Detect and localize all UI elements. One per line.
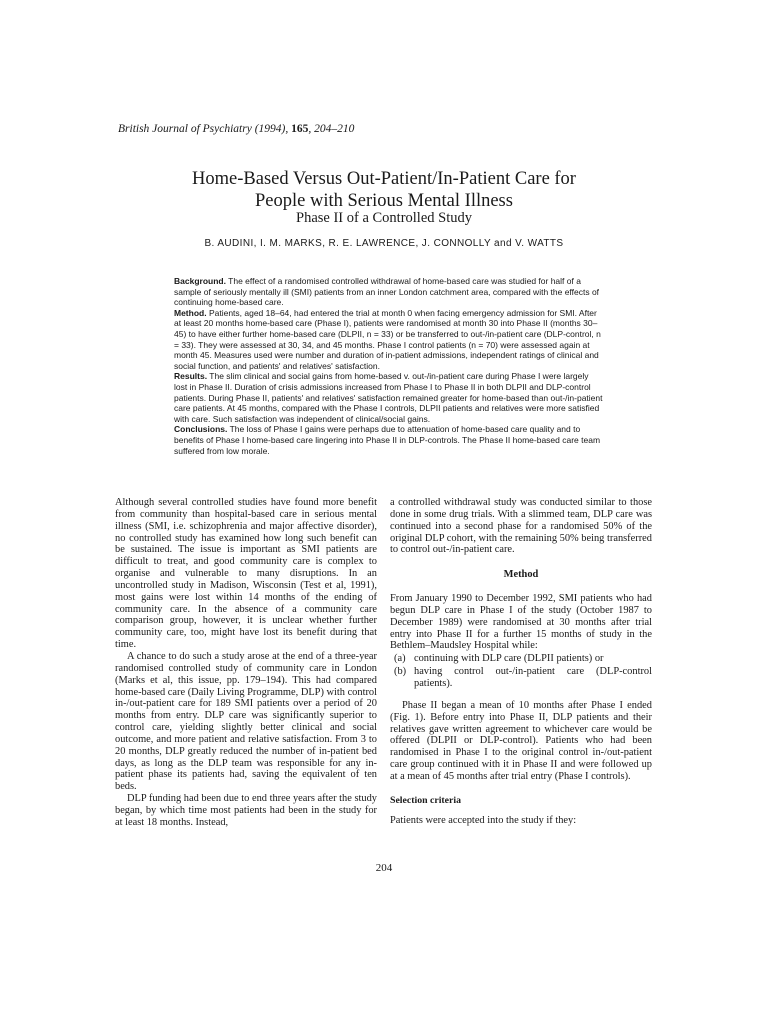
abstract-background bbox=[174, 276, 604, 308]
list-marker-b: (b) bbox=[394, 666, 407, 678]
intro-paragraph-1: Although several controlled studies have found more benefit from community than hospital-based care in serious mental illness (SMI, i.e. schizophrenia and major affective disorder), no controlled study has examined how long such benefit can be sustained. The issue is important as SMI patients are difficult to treat, and good community care is complex to organise and vulnerable to many disruptions. In an uncontrolled study in Madison, Wisconsin (Test et al, 1991), most gains were lost within 14 months of the ending of community care. In the absence of a community care comparison group, however, it is unclear whether further community care, too, might have lost its benefit during that time. bbox=[115, 497, 377, 651]
page-number: 204 bbox=[375, 862, 393, 874]
intro-paragraph-2: A chance to do such a study arose at the end of a three-year randomised controlled study of community care in London (Marks et al, this issue, pp. 179–194). This had compared home-based care (Daily Living Programme, DLP) with control in-/out-patient care for 189 SMI patients over a period of 20 months from entry. DLP care was significantly superior to control care, yielding slightly better clinical and social outcome, and more patient and relative satisfaction. From 3 to 20 months, DLP greatly reduced the number of in-patient bed days, as long as the DLP team was responsible for any in-patient phase its patients had, saving the equivalent of ten beds. bbox=[115, 650, 378, 793]
title-line-1: Home-Based Versus Out-Patient/In-Patient Care for bbox=[192, 169, 576, 189]
journal-pages: , 204–210 bbox=[308, 123, 355, 135]
list-text-b: having control out-/in-patient care (DLP-control patients). bbox=[414, 666, 652, 689]
results-label: Results. bbox=[174, 371, 208, 382]
article-subtitle: Phase II of a Controlled Study bbox=[296, 210, 472, 226]
results-text: The slim clinical and social gains from home-based v. out-/in-patient care during Phase I were largely lost in Phase II. Duration of crisis admissions increased from Phase I to Phase II in both DLPII and DLP-control patients. During Phase II, patients' and relatives' satisfaction remained greater for home-based than out-/in-patient care patients. At 45 months, compared with the Phase I controls, DLPII patients and relatives were more satisfied with care. Such satisfaction was independent of clinical/social gains. bbox=[174, 371, 603, 424]
abstract-method bbox=[174, 308, 604, 372]
abstract-results bbox=[174, 371, 604, 424]
conclusions-label: Conclusions. bbox=[174, 424, 228, 435]
journal-citation bbox=[118, 123, 354, 135]
intro-paragraph-3: DLP funding had been due to end three years after the study began, by which time most patients had been in the study for at least 18 months. Instead, bbox=[115, 793, 377, 828]
list-item-b bbox=[390, 666, 652, 690]
background-label: Background. bbox=[174, 276, 226, 286]
list-item-a bbox=[390, 653, 652, 665]
list-marker-a: (a) bbox=[394, 653, 406, 665]
method-text: Patients, aged 18–64, had entered the trial at month 0 when facing emergency admission for SMI. After at least 20 months home-based care (Phase I), patients were randomised at month 30 into Phase II (months 30–45) to have either further home-based care (DLPII, n = 33) or be transferred to out-/in-patient care (DLP-control, n = 33). They were assessed at 30, 34, and 45 months. Phase I control patients (n = 70) were assessed again at month 45. Measures used were number and duration of in-patient admissions, independent ratings of clinical and social function, and patients' and relatives' satisfaction. bbox=[174, 307, 601, 371]
background-text: The effect of a randomised controlled withdrawal of home-based care was studied for half of a sample of seriously mentally ill (SMI) patients from an inner London catchment area, compared with the effects of continuing home-based care. bbox=[174, 276, 600, 308]
method-paragraph-2: Phase II began a mean of 10 months after Phase I ended (Fig. 1). Before entry into Phase II, DLP patients and their relatives gave written agreement to whichever care would be offered (DLPII or DLP-control). Patients who had been randomised in Phase I to the original control in-/out-patient care group continued with it in Phase II and were followed up at a mean of 45 months after trial entry (Phase I controls). bbox=[390, 699, 652, 782]
author-list: B. AUDINI, I. M. MARKS, R. E. LAWRENCE, J. CONNOLLY and V. WATTS bbox=[204, 238, 564, 249]
journal-year: (1994), bbox=[251, 123, 292, 135]
method-heading: Method bbox=[503, 569, 539, 581]
left-column bbox=[115, 497, 377, 829]
conclusions-text: The loss of Phase I gains were perhaps due to attenuation of home-based care quality and to benefits of Phase I home-based care lingering into Phase II in DLP-controls. The Phase II home-based care team suffered from low morale. bbox=[174, 424, 601, 456]
abstract-conclusions bbox=[174, 424, 604, 456]
right-column bbox=[390, 497, 652, 826]
intro-paragraph-4: a controlled withdrawal study was conducted similar to those done in some drug trials. With a slimmed team, DLP care was continued into a second phase for a randomised 50% of the original DLP cohort, with the remaining 50% being transferred to control out-/in-patient care. bbox=[390, 497, 652, 556]
selection-criteria-heading: Selection criteria bbox=[390, 794, 461, 806]
abstract bbox=[174, 276, 604, 456]
journal-name: British Journal of Psychiatry bbox=[118, 123, 252, 135]
method-label: Method. bbox=[174, 307, 207, 318]
selection-paragraph: Patients were accepted into the study if they: bbox=[390, 814, 577, 826]
method-paragraph-1: From January 1990 to December 1992, SMI patients who had begun DLP care in Phase I of the study (October 1987 to December 1989) were randomised at 30 months after trial entry into Phase II for a further 15 months of study in the Bethlem–Maudsley Hospital while: bbox=[390, 593, 652, 652]
list-text-a: continuing with DLP care (DLPII patients) or bbox=[414, 653, 604, 665]
journal-volume: 165 bbox=[291, 123, 309, 135]
article-title bbox=[100, 168, 668, 212]
title-line-2: People with Serious Mental Illness bbox=[255, 191, 513, 211]
